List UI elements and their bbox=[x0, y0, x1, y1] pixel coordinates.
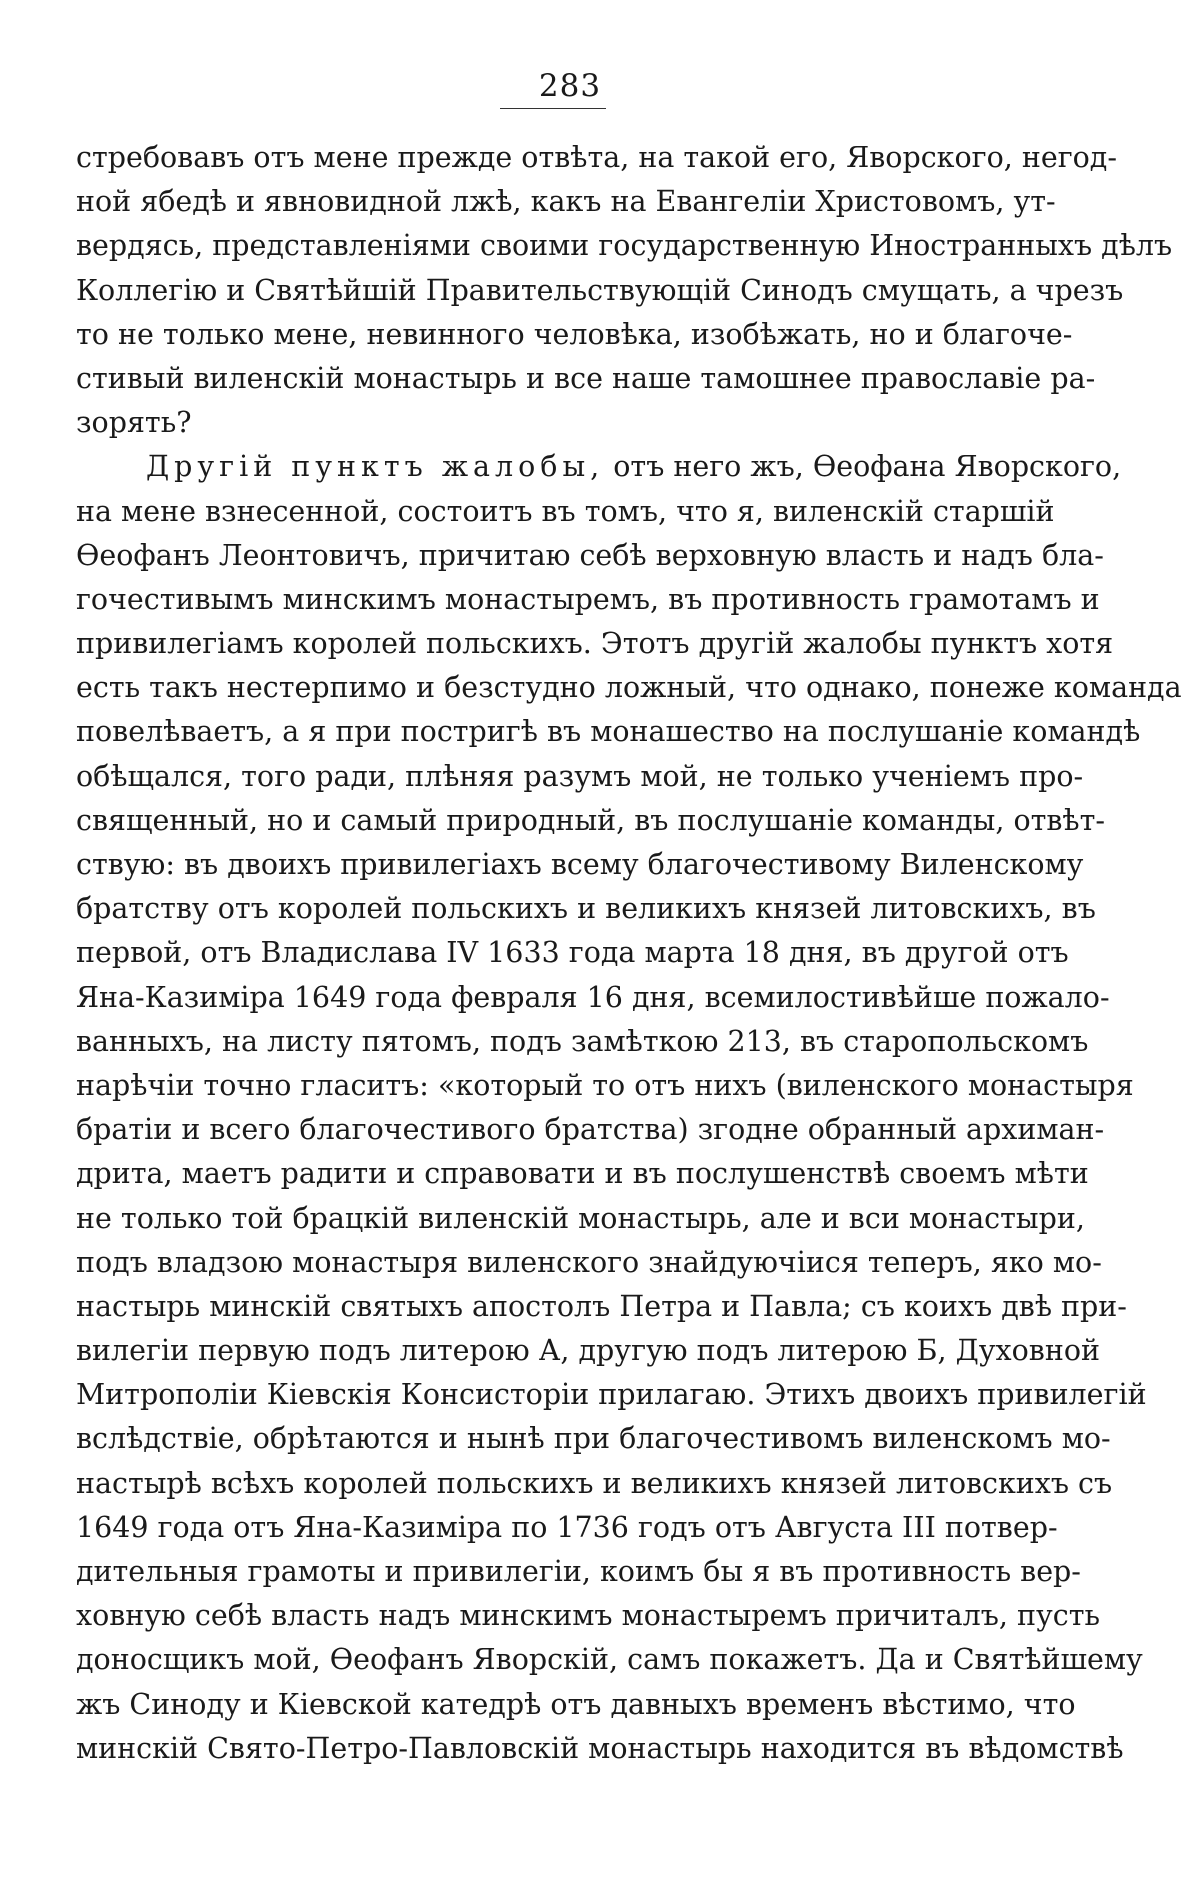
text-line: нарѣчіи точно гласитъ: «который то отъ нихъ (виленского монастыря bbox=[76, 1068, 1134, 1102]
text-line: жъ Синоду и Кіевской катедрѣ отъ давныхъ временъ вѣстимо, что bbox=[76, 1687, 1076, 1721]
text-line: настырѣ всѣхъ королей польскихъ и великихъ князей литовскихъ съ bbox=[76, 1466, 1113, 1500]
text-line: зорять? bbox=[76, 406, 192, 440]
text-line: вилегіи первую подъ литерою А, другую подъ литерою Б, Духовной bbox=[76, 1334, 1100, 1368]
text-line: минскій Свято-Петро-Павловскій монастырь находится въ вѣдомствѣ bbox=[76, 1731, 1124, 1765]
text-line: настырь минскій святыхъ апостолъ Петра и Павла; съ коихъ двѣ при- bbox=[76, 1289, 1127, 1323]
text-line: ванныхъ, на листу пятомъ, подъ замѣткою 213, въ старопольскомъ bbox=[76, 1024, 1089, 1058]
text-line: обѣщался, того ради, плѣняя разумъ мой, не только ученіемъ про- bbox=[76, 759, 1084, 793]
text-line: вслѣдствіе, обрѣтаются и нынѣ при благочестивомъ виленскомъ мо- bbox=[76, 1422, 1111, 1456]
text-line: то не только мене, невинного человѣка, изобѣжать, но и благоче- bbox=[76, 317, 1073, 351]
text-line: Коллегію и Святѣйшій Правительствующій Синодъ смущать, а чрезъ bbox=[76, 273, 1124, 307]
paragraph-first-line bbox=[76, 445, 1122, 489]
text-line: доносщикъ мой, Ѳеофанъ Яворскій, самъ покажетъ. Да и Святѣйшему bbox=[76, 1643, 1143, 1677]
text-line: дительныя грамоты и привилегіи, коимъ бы я въ противность вер- bbox=[76, 1555, 1081, 1588]
text-line: первой, отъ Владислава IV 1633 года марта 18 дня, въ другой отъ bbox=[76, 936, 1069, 970]
text-line: стивый виленскій монастырь и все наше тамошнее православіе ра- bbox=[76, 361, 1096, 395]
text-line: гочестивымъ минскимъ монастыремъ, въ противность грамотамъ и bbox=[76, 582, 1100, 616]
spaced-heading-words: Другій пунктъ жалобы, bbox=[146, 450, 605, 484]
text-line: Митрополіи Кіевскія Консисторіи прилагаю. Этихъ двоихъ привилегій bbox=[76, 1378, 1147, 1412]
text-line: подъ владзою монастыря виленского знайдуючіися теперъ, яко мо- bbox=[76, 1245, 1102, 1279]
page-number: 283 bbox=[538, 68, 602, 104]
text-line: не только той брацкій виленскій монастырь, але и вси монастыри, bbox=[76, 1201, 1085, 1235]
text-line: повелѣваетъ, а я при постригѣ въ монашество на послушаніе командѣ bbox=[76, 715, 1141, 749]
first-line-rest: отъ него жъ, Ѳеофана Яворского, bbox=[613, 450, 1122, 484]
text-line: братіи и всего благочестивого братства) згодне обранный архиман- bbox=[76, 1113, 1105, 1147]
text-line: 1649 года отъ Яна-Казиміра по 1736 годъ отъ Августа III потвер- bbox=[76, 1510, 1058, 1544]
text-line: стребовавъ отъ мене прежде отвѣта, на такой его, Яворского, негод- bbox=[76, 141, 1117, 174]
text-line: ховную себѣ власть надъ минскимъ монастыремъ причиталъ, пусть bbox=[76, 1599, 1100, 1633]
text-line: ной ябедѣ и явновидной лжѣ, какъ на Евангеліи Христовомъ, ут- bbox=[76, 185, 1056, 219]
text-line: вердясь, представленіями своими государственную Иностранныхъ дѣлъ bbox=[76, 229, 1173, 263]
text-line: на мене взнесенной, состоитъ въ томъ, что я, виленскій старшій bbox=[76, 494, 1055, 528]
text-line: Яна-Казиміра 1649 года февраля 16 дня, всемилостивѣйше пожало- bbox=[76, 980, 1110, 1014]
text-line: братству отъ королей польскихъ и великихъ князей литовскихъ, въ bbox=[76, 892, 1096, 926]
text-line: Ѳеофанъ Леонтовичъ, причитаю себѣ верховную власть и надъ бла- bbox=[76, 538, 1104, 572]
text-line: есть такъ нестерпимо и безстудно ложный, что однако, понеже команда bbox=[76, 671, 1182, 705]
page-number-underline bbox=[500, 108, 606, 109]
text-line: привилегіамъ королей польскихъ. Этотъ другій жалобы пунктъ хотя bbox=[76, 627, 1114, 661]
body-text bbox=[76, 136, 1182, 1771]
text-line: ствую: въ двоихъ привилегіахъ всему благочестивому Виленскому bbox=[76, 848, 1084, 881]
text-line: дрита, маетъ радити и справовати и въ послушенствѣ своемъ мѣти bbox=[76, 1157, 1089, 1191]
text-line: свящeнный, но и самый природный, въ послушаніе команды, отвѣт- bbox=[76, 803, 1106, 837]
